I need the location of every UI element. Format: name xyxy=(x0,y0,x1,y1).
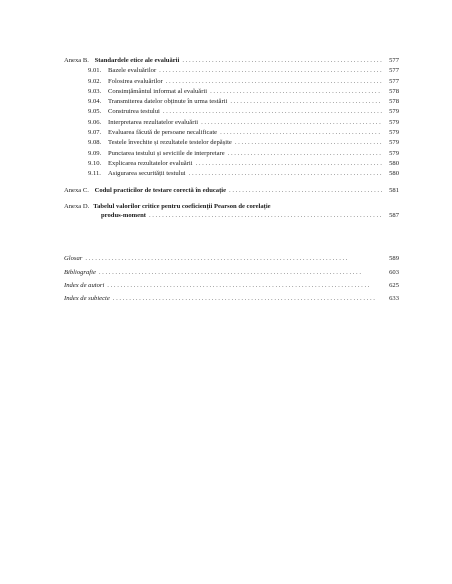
subentry-title: Bazele evaluărilor xyxy=(108,67,157,75)
table-of-contents xyxy=(64,56,399,305)
page-number: 589 xyxy=(389,255,399,263)
leader-dots xyxy=(113,294,382,304)
entry-title: Index de autori xyxy=(64,281,105,289)
page-number: 577 xyxy=(389,57,399,64)
toc-subentry[interactable] xyxy=(64,77,399,87)
subentry-number: 9.05. xyxy=(88,108,102,116)
page-number: 579 xyxy=(389,108,399,116)
leader-dots xyxy=(228,149,382,159)
toc-subentry[interactable] xyxy=(64,159,399,169)
annex-label: Anexa C. xyxy=(64,186,89,194)
leader-dots xyxy=(85,254,382,264)
toc-entry-index-subiecte[interactable] xyxy=(64,294,399,304)
toc-entry-index-autori[interactable] xyxy=(64,281,399,291)
subentry-title: Construirea testului xyxy=(108,108,160,116)
subentry-number: 9.11. xyxy=(88,170,101,178)
toc-entry-glosar[interactable] xyxy=(64,254,399,264)
subentry-number: 9.03. xyxy=(88,87,102,95)
toc-subentry[interactable] xyxy=(64,128,399,138)
subentry-number: 9.07. xyxy=(88,129,102,137)
annex-title-line1: Tabelul valorilor critice pentru coeficienții Pearson de corelație xyxy=(93,202,271,210)
leader-dots xyxy=(189,169,382,179)
subentry-number: 9.08. xyxy=(88,139,102,147)
leader-dots xyxy=(182,56,382,66)
subentry-title: Punctarea testului și seviciile de interpretare xyxy=(108,149,225,157)
annex-label: Anexa B. xyxy=(64,57,89,64)
subentry-title: Explicarea rezultatelor evaluării xyxy=(108,159,193,167)
toc-subentry[interactable] xyxy=(64,118,399,128)
page-number: 603 xyxy=(389,268,399,276)
leader-dots xyxy=(107,281,382,291)
leader-dots xyxy=(166,77,382,87)
toc-entry-annex-b[interactable] xyxy=(64,56,399,66)
annex-label: Anexa D. xyxy=(64,202,90,210)
page-number: 578 xyxy=(389,98,399,106)
page-number: 581 xyxy=(389,186,399,194)
subentry-number: 9.04. xyxy=(88,98,102,106)
leader-dots xyxy=(159,66,382,76)
leader-dots xyxy=(163,107,382,117)
subentry-title: Interpretarea rezultatelor evaluării xyxy=(108,118,199,126)
leader-dots xyxy=(229,186,382,196)
leader-dots xyxy=(196,159,382,169)
subentry-number: 9.06. xyxy=(88,118,102,126)
leader-dots xyxy=(220,128,382,138)
page-number: 625 xyxy=(389,281,399,289)
subentry-number: 9.10. xyxy=(88,159,102,167)
toc-subentry[interactable] xyxy=(64,138,399,148)
toc-subentry[interactable] xyxy=(64,66,399,76)
page-number: 577 xyxy=(389,77,399,85)
entry-title: Bibliografie xyxy=(64,268,96,276)
toc-subentry[interactable] xyxy=(64,97,399,107)
page-number: 579 xyxy=(389,139,399,147)
annex-title: Standardele etice ale evaluării xyxy=(94,57,180,64)
subentry-title: Consimțământul informat al evaluării xyxy=(108,87,208,95)
subentry-number: 9.01. xyxy=(88,67,102,75)
page-number: 578 xyxy=(389,87,399,95)
toc-entry-annex-d[interactable] xyxy=(64,202,399,222)
page-number: 579 xyxy=(389,149,399,157)
subentry-title: Folosirea evaluărilor xyxy=(108,77,163,85)
page-number: 579 xyxy=(389,129,399,137)
entry-title: Glosar xyxy=(64,255,83,263)
leader-dots xyxy=(230,97,382,107)
subentry-title: Testele învechite și rezultatele testelor depășite xyxy=(108,139,232,147)
subentry-number: 9.09. xyxy=(88,149,102,157)
page-number: 577 xyxy=(389,67,399,75)
leader-dots xyxy=(210,87,382,97)
toc-subentry[interactable] xyxy=(64,149,399,159)
page-number: 580 xyxy=(389,170,399,178)
leader-dots xyxy=(235,138,382,148)
subentry-title: Transmiterea datelor obținute în urma testării xyxy=(108,98,228,106)
entry-title: Index de subiecte xyxy=(64,295,110,303)
toc-subentry[interactable] xyxy=(64,87,399,97)
leader-dots xyxy=(149,211,382,221)
subentry-title: Evaluarea făcută de persoane necalificate xyxy=(108,129,218,137)
subentry-title: Asigurarea securității testului xyxy=(108,170,186,178)
toc-subentry[interactable] xyxy=(64,107,399,117)
page-number: 579 xyxy=(389,118,399,126)
annex-title: Codul practicilor de testare corectă în educație xyxy=(94,186,227,194)
page-number: 580 xyxy=(389,159,399,167)
leader-dots xyxy=(201,118,382,128)
annex-b-subitems xyxy=(64,66,399,179)
subentry-number: 9.02. xyxy=(88,77,102,85)
page-number: 587 xyxy=(389,212,399,220)
leader-dots xyxy=(99,268,382,278)
back-matter xyxy=(64,254,399,304)
toc-entry-bibliografie[interactable] xyxy=(64,268,399,278)
toc-subentry[interactable] xyxy=(64,169,399,179)
toc-entry-annex-c[interactable] xyxy=(64,186,399,196)
page-number: 633 xyxy=(389,295,399,303)
annex-title-line2: produs-moment xyxy=(101,212,146,220)
